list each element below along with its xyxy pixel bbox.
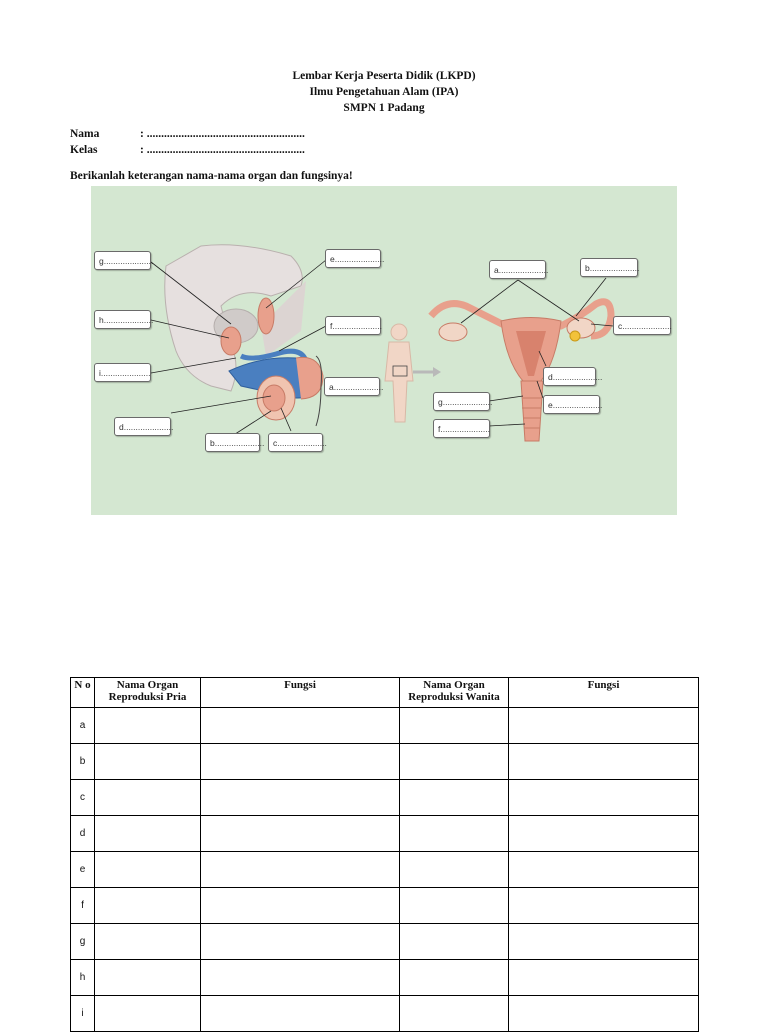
left-ovary-shape [439,323,467,341]
male-function-cell[interactable] [201,924,400,960]
male-organ-cell[interactable] [95,744,201,780]
header-female-function: Fungsi [509,678,699,708]
table-row [71,996,699,1032]
female-label-d[interactable]: d..................... [543,367,596,386]
male-label-a[interactable]: a..................... [324,377,380,396]
table-row [71,816,699,852]
header-school: SMPN 1 Padang [343,102,425,114]
female-label-b[interactable]: b..................... [580,258,638,277]
male-label-d[interactable]: d..................... [114,417,171,436]
female-label-c[interactable]: c..................... [613,316,671,335]
leader-line-female-a2 [518,280,579,321]
male-label-b[interactable]: b..................... [205,433,260,452]
row-letter: i [71,996,95,1032]
female-organ-cell[interactable] [400,996,509,1032]
male-organ-cell[interactable] [95,888,201,924]
header-male-function: Fungsi [201,678,400,708]
female-organ-cell[interactable] [400,960,509,996]
female-function-cell[interactable] [509,960,699,996]
female-function-cell[interactable] [509,708,699,744]
row-letter: f [71,888,95,924]
male-function-cell[interactable] [201,852,400,888]
row-letter: h [71,960,95,996]
table-header-row [71,678,699,708]
header-no: N o [71,678,95,708]
female-organ-cell[interactable] [400,816,509,852]
table-row [71,960,699,996]
prostate-shape [221,327,241,355]
female-organ-cell[interactable] [400,780,509,816]
male-function-cell[interactable] [201,996,400,1032]
row-letter: d [71,816,95,852]
class-blank[interactable]: : ....................................................... [140,144,305,156]
leader-line-male-d [171,396,271,413]
reproductive-organs-figure [91,186,677,515]
body-torso-shape [385,342,413,422]
male-label-c[interactable]: c..................... [268,433,323,452]
female-organ-cell[interactable] [400,888,509,924]
male-function-cell[interactable] [201,708,400,744]
male-organ-cell[interactable] [95,960,201,996]
female-label-a[interactable]: a..................... [489,260,546,279]
male-function-cell[interactable] [201,744,400,780]
female-function-cell[interactable] [509,888,699,924]
female-function-cell[interactable] [509,852,699,888]
table-row [71,780,699,816]
male-label-e[interactable]: e..................... [325,249,381,268]
name-field[interactable] [70,126,305,142]
female-function-cell[interactable] [509,780,699,816]
table-row [71,708,699,744]
female-organ-cell[interactable] [400,708,509,744]
male-organ-cell[interactable] [95,816,201,852]
table-row [71,852,699,888]
instruction-text: Berikanlah keterangan nama-nama organ dan fungsinya! [70,170,353,182]
male-label-i[interactable]: i..................... [94,363,151,382]
female-function-cell[interactable] [509,924,699,960]
table-row [71,744,699,780]
table-body [71,708,699,1032]
class-field[interactable] [70,142,305,158]
row-letter: e [71,852,95,888]
row-letter: b [71,744,95,780]
ovum-shape [570,331,580,341]
male-organ-cell[interactable] [95,780,201,816]
female-organ-cell[interactable] [400,924,509,960]
name-blank[interactable]: : ....................................................... [140,128,305,140]
row-letter: g [71,924,95,960]
header-subject: Ilmu Pengetahuan Alam (IPA) [309,86,459,98]
female-organ-cell[interactable] [400,852,509,888]
answer-table [70,677,699,1032]
male-organ-cell[interactable] [95,852,201,888]
row-letter: a [71,708,95,744]
female-function-cell[interactable] [509,744,699,780]
female-label-g[interactable]: g..................... [433,392,490,411]
body-head-shape [391,324,407,340]
leader-line-female-g [489,396,523,401]
testis-shape [263,385,285,411]
male-organ-cell[interactable] [95,708,201,744]
male-label-f[interactable]: f..................... [325,316,381,335]
female-function-cell[interactable] [509,996,699,1032]
body-arrow-head [433,367,441,377]
class-label: Kelas [70,144,98,156]
male-organ-cell[interactable] [95,996,201,1032]
leader-line-female-f [489,424,525,426]
row-letter: c [71,780,95,816]
vagina-shape [521,381,543,441]
female-label-f[interactable]: f..................... [433,419,490,438]
male-organ-cell[interactable] [95,924,201,960]
table-row [71,888,699,924]
header-male-organ: Nama Organ Reproduksi Pria [95,678,201,708]
male-function-cell[interactable] [201,780,400,816]
female-label-e[interactable]: e..................... [543,395,600,414]
header-female-organ: Nama Organ Reproduksi Wanita [400,678,509,708]
anatomy-illustration [91,186,677,515]
table-row [71,924,699,960]
female-function-cell[interactable] [509,816,699,852]
male-label-h[interactable]: h..................... [94,310,151,329]
name-label: Nama [70,128,100,140]
female-organ-cell[interactable] [400,744,509,780]
male-function-cell[interactable] [201,888,400,924]
male-function-cell[interactable] [201,960,400,996]
worksheet-header [0,68,768,116]
male-function-cell[interactable] [201,816,400,852]
male-label-g[interactable]: g..................... [94,251,151,270]
header-title: Lembar Kerja Peserta Didik (LKPD) [292,70,476,82]
